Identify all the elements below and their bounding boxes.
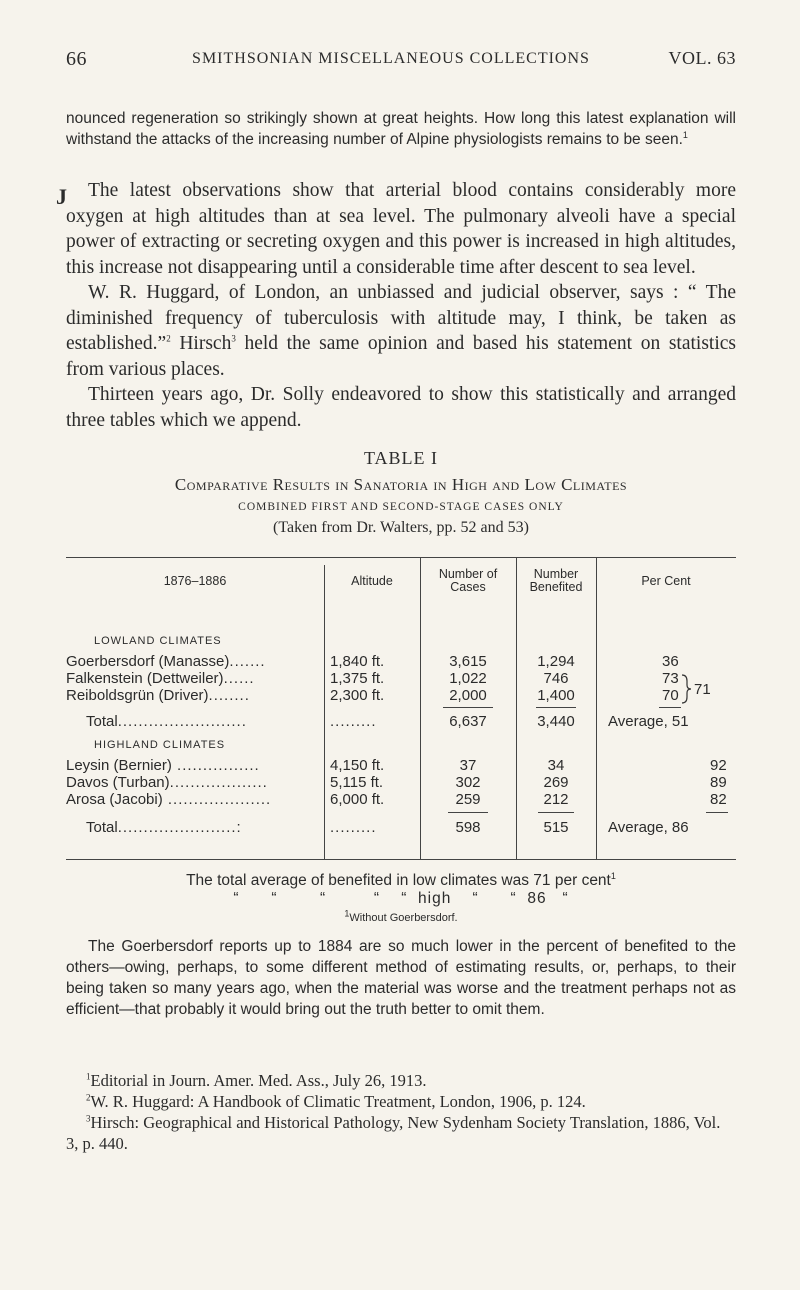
footnote-ref: 2	[86, 1092, 91, 1103]
brace-value: 71	[694, 681, 711, 698]
summary-low	[66, 872, 736, 890]
sanatorium-name: Davos (Turban)	[66, 774, 170, 791]
summary-high: “ “ “ “ “ high “ “ 86 “	[233, 890, 569, 907]
header-altitude: Altitude	[351, 574, 393, 588]
table-subcaption: COMBINED FIRST AND SECOND-STAGE CASES ONLY	[238, 501, 564, 513]
table-row-benefited: 746	[543, 670, 569, 687]
paragraph-solly: Thirteen years ago, Dr. Solly endeavored to show this statistically and arranged three tables which we append.	[66, 384, 736, 431]
table-row-altitude: 1,375 ft.	[330, 670, 385, 687]
header-cases-line2: Cases	[450, 580, 486, 594]
sum-rule	[659, 707, 681, 708]
total-label: Total	[86, 713, 118, 730]
footnote-text: Hirsch: Geographical and Historical Pathology, New Sydenham Society Translation, 1886, Vol. 3, p. 440.	[66, 1113, 721, 1153]
table-heading	[66, 448, 736, 537]
comparison-table	[66, 557, 736, 860]
sum-rule	[443, 707, 493, 708]
sanatorium-name: Falkenstein (Dettweiler)	[66, 670, 224, 687]
average: Average, 51	[608, 713, 689, 730]
table-row-name: Falkenstein (Dettweiler)......	[66, 670, 255, 687]
table-row-altitude: 1,840 ft.	[330, 653, 385, 670]
table-bottom-rule	[66, 859, 736, 860]
header-benefited	[516, 568, 596, 594]
hirsch-text: held the same opinion and based his statement on statistics from various places.	[66, 333, 736, 380]
footnote-text: W. R. Huggard: A Handbook of Climatic Treatment, London, 1906, p. 124.	[90, 1092, 586, 1111]
total-row: Total.........................	[86, 713, 247, 730]
margin-mark: J	[56, 184, 67, 209]
table-row-percent: 70	[662, 687, 679, 704]
table-footnote	[66, 908, 736, 924]
table-row-benefited: 212	[543, 791, 569, 808]
table-row-percent: 92	[710, 757, 727, 774]
footnote-ref: 1	[86, 1071, 91, 1082]
table-row-cases: 259	[455, 791, 481, 808]
sum-rule	[536, 707, 576, 708]
table-row-name: Davos (Turban)...................	[66, 774, 268, 791]
paragraph-huggard	[66, 280, 736, 382]
sanatorium-name: Leysin (Bernier)	[66, 757, 172, 774]
table-caption: Comparative Results in Sanatoria in High and Low Climates	[174, 475, 628, 494]
table-row-cases: 2,000	[449, 687, 487, 704]
table-row-altitude: 5,115 ft.	[330, 774, 384, 791]
table-row-name: Reiboldsgrün (Driver)........	[66, 687, 250, 704]
running-title: SMITHSONIAN MISCELLANEOUS COLLECTIONS	[192, 50, 590, 67]
table-row-benefited: 269	[543, 774, 569, 791]
table-row-benefited: 1,400	[537, 687, 575, 704]
table-row-percent: 82	[710, 791, 727, 808]
sum-rule	[538, 812, 574, 813]
total-benefited: 3,440	[537, 713, 575, 730]
column-divider	[516, 557, 517, 859]
volume-label: VOL. 63	[668, 48, 736, 68]
paragraph-goerbersdorf	[66, 936, 736, 1020]
total-cases: 6,637	[449, 713, 487, 730]
altitude-leader: .........	[330, 713, 377, 730]
table-row-percent: 89	[710, 774, 727, 791]
table-row-cases: 1,022	[449, 670, 487, 687]
header-cases-line1: Number of	[438, 567, 498, 581]
footnote-3	[66, 1112, 736, 1154]
table-row-altitude: 6,000 ft.	[330, 791, 385, 808]
table-row-altitude: 2,300 ft.	[330, 687, 385, 704]
table-title: TABLE I	[363, 448, 439, 468]
column-divider	[324, 565, 325, 859]
paragraph-oxygen: The latest observations show that arterial blood contains considerably more oxygen at high altitudes than at sea level. The pulmonary alveoli have a special power of extracting or secreting oxygen and this power is increased in high altitudes, this increase not disappearing until a considerable time after descent to sea level.	[66, 180, 736, 278]
footnote-ref: 1	[610, 870, 616, 881]
sanatorium-name: Reiboldsgrün (Driver)	[66, 687, 209, 704]
footnote-2	[66, 1091, 736, 1112]
total-label: Total	[86, 819, 118, 836]
footnote-ref: 1	[682, 129, 688, 140]
running-header	[66, 48, 736, 78]
table-row-benefited: 1,294	[537, 653, 575, 670]
footnote-ref: 3	[231, 333, 236, 344]
table-source: (Taken from Dr. Walters, pp. 52 and 53)	[273, 519, 529, 536]
intro-paragraph	[66, 108, 736, 150]
sum-rule	[706, 812, 728, 813]
table-row-percent: 73	[662, 670, 679, 687]
header-benefited-line2: Benefited	[529, 580, 583, 594]
footnote-1	[66, 1070, 736, 1091]
hirsch-name: Hirsch	[170, 333, 232, 354]
altitude-leader: .........	[330, 819, 377, 836]
lowland-label: LOWLAND CLIMATES	[94, 635, 222, 647]
table-row-altitude: 4,150 ft.	[330, 757, 385, 774]
table-row-name: Arosa (Jacobi) ....................	[66, 791, 272, 808]
column-divider	[420, 557, 421, 859]
summary-lines	[66, 872, 736, 924]
brace-icon	[680, 673, 692, 705]
table-row-name: Goerbersdorf (Manasse).......	[66, 653, 266, 670]
table-footnote-text: Without Goerbersdorf.	[349, 912, 458, 924]
sanatorium-name: Goerbersdorf (Manasse)	[66, 653, 230, 670]
table-row-cases: 302	[455, 774, 481, 791]
average: Average, 86	[608, 819, 689, 836]
summary-low-text: The total average of benefited in low climates was 71 per cent	[186, 872, 611, 889]
body-text	[66, 178, 736, 433]
page-number: 66	[66, 48, 87, 70]
header-percent: Per Cent	[641, 574, 691, 588]
header-benefited-line1: Number	[533, 567, 579, 581]
sanatorium-name: Arosa (Jacobi)	[66, 791, 163, 808]
footnote-ref: 3	[86, 1113, 91, 1124]
footnote-ref: 2	[166, 333, 171, 344]
total-cases: 598	[455, 819, 481, 836]
table-row-name: Leysin (Bernier) ................	[66, 757, 260, 774]
header-period: 1876–1886	[163, 574, 227, 588]
total-row: Total.......................:	[86, 819, 242, 836]
footnotes	[66, 1070, 736, 1154]
sum-rule	[448, 812, 488, 813]
table-row-benefited: 34	[547, 757, 565, 774]
table-row-cases: 37	[459, 757, 477, 774]
total-benefited: 515	[543, 819, 569, 836]
intro-text: nounced regeneration so strikingly shown at great heights. How long this latest explanation will withstand the attacks of the increasing number of Alpine physiologists remains to be seen.	[66, 110, 736, 148]
goerbersdorf-text: The Goerbersdorf reports up to 1884 are so much lower in the percent of benefited to the others—owing, perhaps, to some different method of estimating results, or, perhaps, to their being taken so many years ago, when the material was worse and the treatment perhaps not as efficient—that probably it would bring out the truth better to omit them.	[66, 938, 736, 1018]
highland-label: HIGHLAND CLIMATES	[94, 739, 226, 751]
huggard-quote: W. R. Huggard, of London, an unbiassed and judicial observer, says : “ The diminished frequency of tuberculosis with altitude may, I think, be taken as established.”	[66, 282, 736, 354]
table-top-rule	[66, 557, 736, 558]
footnote-text: Editorial in Journ. Amer. Med. Ass., July 26, 1913.	[90, 1071, 427, 1090]
footnote-ref: 1	[344, 908, 350, 919]
table-row-cases: 3,615	[449, 653, 487, 670]
header-cases	[420, 568, 516, 594]
column-divider	[596, 557, 597, 859]
table-row-percent: 36	[662, 653, 679, 670]
